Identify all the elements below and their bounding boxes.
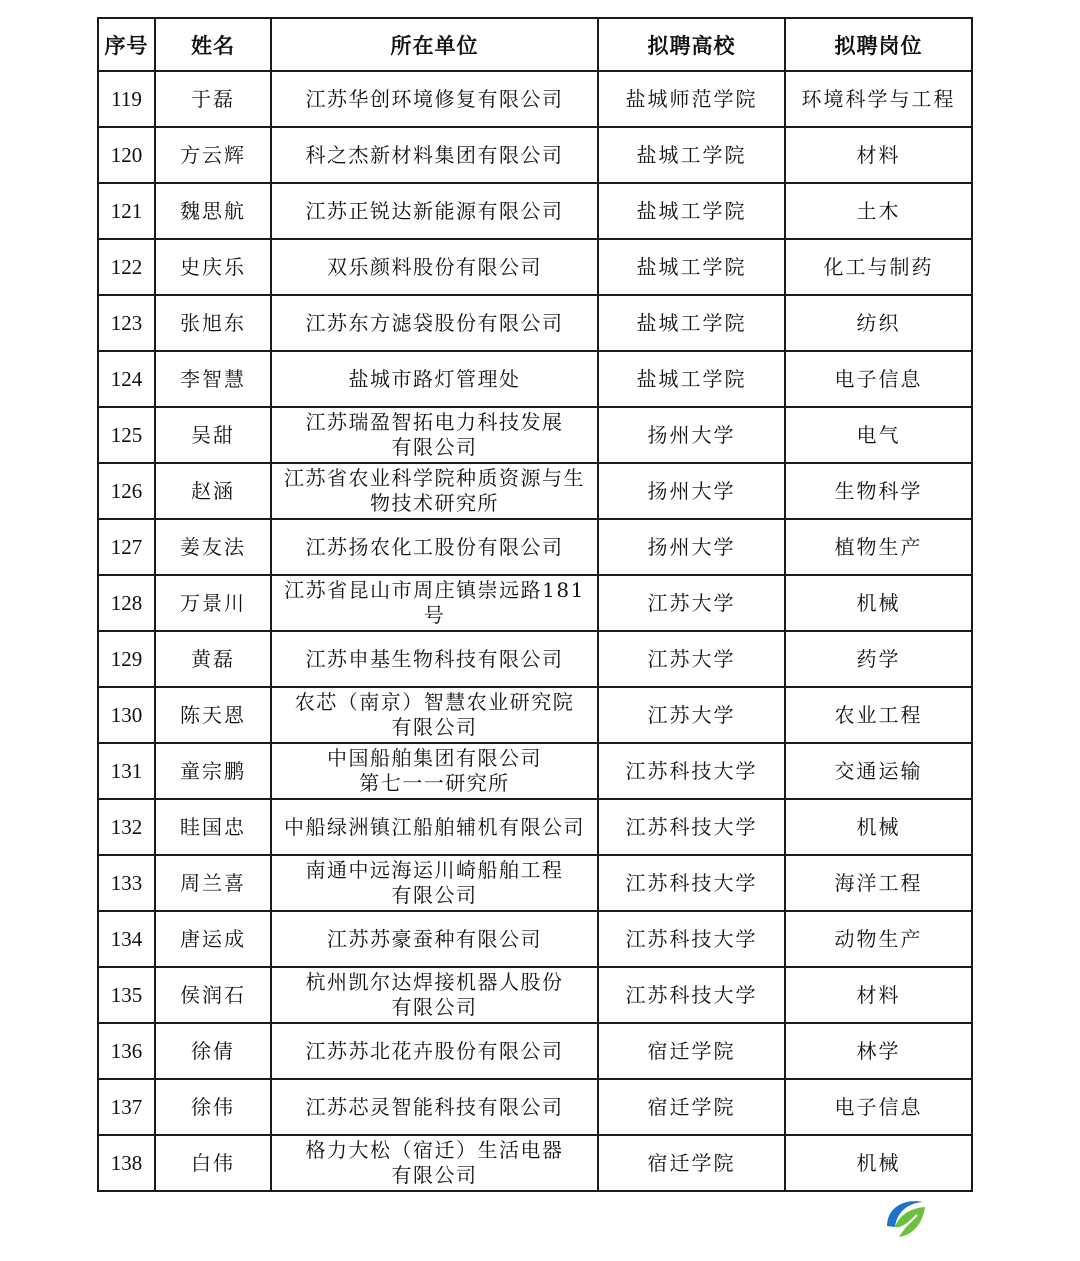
cell-serial-number: 131 [98,743,155,799]
cell-target-post: 海洋工程 [785,855,972,911]
table-row [98,407,972,463]
cell-target-university: 江苏科技大学 [598,967,785,1023]
cell-target-post: 农业工程 [785,687,972,743]
unit-line: 江苏正锐达新能源有限公司 [305,198,564,223]
cell-current-unit [271,239,598,295]
cell-name: 徐倩 [155,1023,271,1079]
cell-serial-number: 125 [98,407,155,463]
cell-serial-number: 122 [98,239,155,295]
cell-name: 于磊 [155,71,271,127]
cell-target-post: 电子信息 [785,351,972,407]
cell-target-post: 材料 [785,967,972,1023]
unit-line: 江苏省昆山市周庄镇崇远路181号 [284,578,585,627]
cell-target-university: 扬州大学 [598,407,785,463]
cell-name: 方云辉 [155,127,271,183]
table-row [98,687,972,743]
cell-target-post: 土木 [785,183,972,239]
cell-target-university: 江苏科技大学 [598,911,785,967]
cell-current-unit [271,407,598,463]
leaf-logo-icon [879,1193,933,1247]
unit-line: 江苏扬农化工股份有限公司 [305,534,564,559]
cell-target-post: 生物科学 [785,463,972,519]
cell-target-university: 扬州大学 [598,519,785,575]
cell-current-unit [271,71,598,127]
cell-name: 侯润石 [155,967,271,1023]
cell-current-unit [271,1023,598,1079]
unit-line: 有限公司 [391,435,478,459]
table-row [98,463,972,519]
cell-target-post: 纺织 [785,295,972,351]
unit-line: 江苏瑞盈智拓电力科技发展 [305,410,564,434]
unit-line: 江苏苏豪蚕种有限公司 [327,926,542,951]
table-row [98,127,972,183]
table-row [98,911,972,967]
cell-current-unit [271,743,598,799]
recruitment-table [97,17,973,1192]
table-row [98,351,972,407]
cell-target-university: 盐城工学院 [598,183,785,239]
unit-line: 双乐颜料股份有限公司 [327,254,542,279]
cell-target-post: 化工与制药 [785,239,972,295]
header-name: 姓名 [155,18,271,71]
unit-line: 农芯（南京）智慧农业研究院 [294,690,575,714]
table-row [98,1023,972,1079]
unit-line: 江苏省农业科学院种质资源与生 [284,466,585,490]
cell-current-unit [271,967,598,1023]
cell-current-unit [271,463,598,519]
unit-line: 有限公司 [391,715,478,739]
cell-serial-number: 134 [98,911,155,967]
cell-target-post: 机械 [785,799,972,855]
unit-line: 南通中远海运川崎船舶工程 [305,858,564,882]
table-row [98,967,972,1023]
cell-name: 史庆乐 [155,239,271,295]
cell-serial-number: 135 [98,967,155,1023]
cell-name: 徐伟 [155,1079,271,1135]
cell-current-unit [271,127,598,183]
cell-serial-number: 132 [98,799,155,855]
cell-target-university: 江苏大学 [598,631,785,687]
table-row [98,519,972,575]
table-row [98,239,972,295]
table-row [98,743,972,799]
cell-current-unit [271,911,598,967]
header-serial-number: 序号 [98,18,155,71]
cell-serial-number: 136 [98,1023,155,1079]
unit-line: 盐城市路灯管理处 [348,366,521,391]
table-row [98,799,972,855]
cell-target-university: 江苏科技大学 [598,855,785,911]
cell-serial-number: 129 [98,631,155,687]
cell-target-university: 盐城师范学院 [598,71,785,127]
unit-line: 第七一一研究所 [359,771,510,795]
cell-target-university: 扬州大学 [598,463,785,519]
cell-target-university: 江苏科技大学 [598,743,785,799]
cell-target-university: 盐城工学院 [598,239,785,295]
unit-line: 科之杰新材料集团有限公司 [305,142,564,167]
cell-target-university: 盐城工学院 [598,127,785,183]
cell-target-post: 动物生产 [785,911,972,967]
cell-target-university: 江苏大学 [598,575,785,631]
cell-current-unit [271,1135,598,1191]
table-row [98,631,972,687]
cell-name: 童宗鹏 [155,743,271,799]
cell-target-university: 盐城工学院 [598,351,785,407]
cell-serial-number: 130 [98,687,155,743]
header-target-university: 拟聘高校 [598,18,785,71]
cell-current-unit [271,855,598,911]
unit-line: 杭州凯尔达焊接机器人股份 [305,970,564,994]
unit-line: 中船绿洲镇江船舶辅机有限公司 [284,814,585,839]
cell-target-post: 电气 [785,407,972,463]
cell-target-post: 材料 [785,127,972,183]
cell-name: 张旭东 [155,295,271,351]
unit-line: 有限公司 [391,1163,478,1187]
header-current-unit: 所在单位 [271,18,598,71]
cell-serial-number: 124 [98,351,155,407]
table-row [98,1079,972,1135]
unit-line: 有限公司 [391,883,478,907]
cell-name: 万景川 [155,575,271,631]
cell-target-post: 药学 [785,631,972,687]
cell-current-unit [271,183,598,239]
cell-serial-number: 126 [98,463,155,519]
cell-target-post: 林学 [785,1023,972,1079]
unit-line: 中国船舶集团有限公司 [327,746,542,770]
cell-name: 唐运成 [155,911,271,967]
table-row [98,575,972,631]
table-row [98,183,972,239]
cell-name: 白伟 [155,1135,271,1191]
cell-serial-number: 123 [98,295,155,351]
cell-target-post: 电子信息 [785,1079,972,1135]
cell-serial-number: 133 [98,855,155,911]
cell-name: 吴甜 [155,407,271,463]
cell-target-university: 宿迁学院 [598,1135,785,1191]
unit-line: 有限公司 [391,995,478,1019]
cell-current-unit [271,631,598,687]
cell-name: 周兰喜 [155,855,271,911]
table-row [98,295,972,351]
cell-serial-number: 119 [98,71,155,127]
cell-serial-number: 128 [98,575,155,631]
cell-target-post: 交通运输 [785,743,972,799]
cell-serial-number: 138 [98,1135,155,1191]
cell-name: 李智慧 [155,351,271,407]
unit-line: 物技术研究所 [370,491,499,515]
cell-serial-number: 137 [98,1079,155,1135]
cell-target-university: 宿迁学院 [598,1023,785,1079]
cell-target-university: 宿迁学院 [598,1079,785,1135]
unit-line: 格力大松（宿迁）生活电器 [305,1138,564,1162]
cell-current-unit [271,519,598,575]
unit-line: 江苏华创环境修复有限公司 [305,86,564,111]
table-row [98,71,972,127]
cell-serial-number: 127 [98,519,155,575]
header-target-post: 拟聘岗位 [785,18,972,71]
table-header [98,18,972,71]
cell-name: 姜友法 [155,519,271,575]
cell-current-unit [271,575,598,631]
cell-serial-number: 121 [98,183,155,239]
cell-name: 黄磊 [155,631,271,687]
cell-current-unit [271,799,598,855]
unit-line: 江苏芯灵智能科技有限公司 [305,1094,564,1119]
cell-target-university: 江苏大学 [598,687,785,743]
cell-target-post: 植物生产 [785,519,972,575]
table-row [98,855,972,911]
cell-target-post: 环境科学与工程 [785,71,972,127]
cell-target-post: 机械 [785,575,972,631]
cell-target-university: 江苏科技大学 [598,799,785,855]
cell-name: 赵涵 [155,463,271,519]
cell-current-unit [271,351,598,407]
cell-current-unit [271,295,598,351]
cell-current-unit [271,1079,598,1135]
cell-name: 魏思航 [155,183,271,239]
cell-name: 陈天恩 [155,687,271,743]
cell-current-unit [271,687,598,743]
cell-target-university: 盐城工学院 [598,295,785,351]
unit-line: 江苏东方滤袋股份有限公司 [305,310,564,335]
table-row [98,1135,972,1191]
table-body [98,71,972,1191]
unit-line: 江苏苏北花卉股份有限公司 [305,1038,564,1063]
cell-name: 眭国忠 [155,799,271,855]
cell-serial-number: 120 [98,127,155,183]
cell-target-post: 机械 [785,1135,972,1191]
unit-line: 江苏申基生物科技有限公司 [305,646,564,671]
header-row [98,18,972,71]
